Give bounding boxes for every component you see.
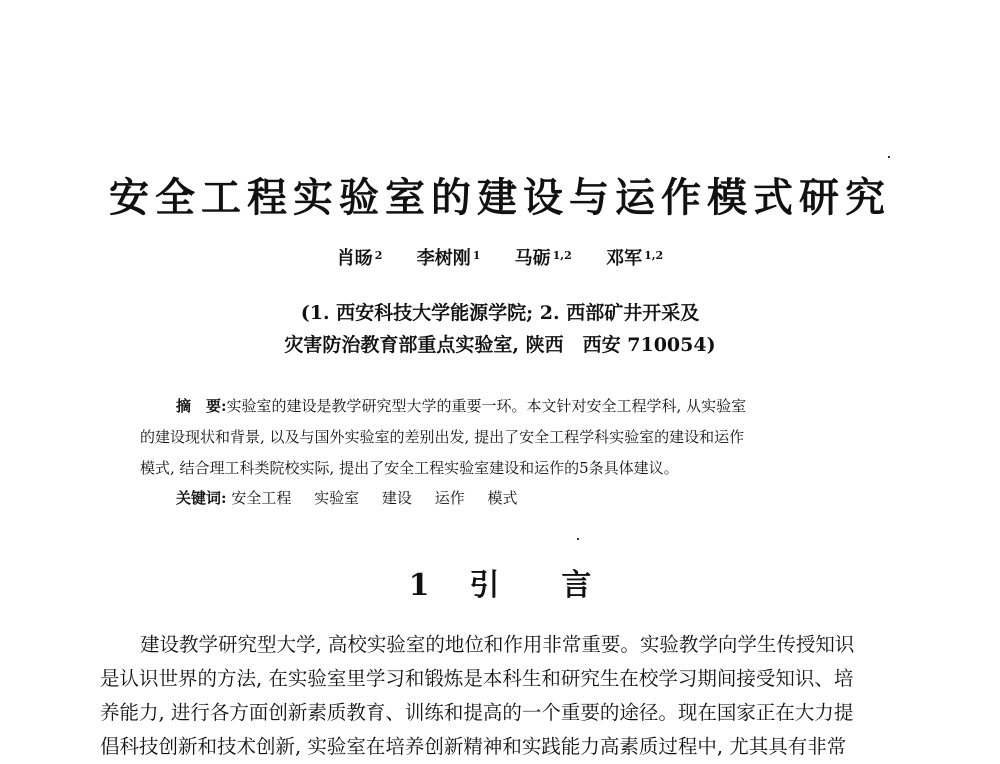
author-name: 李树刚	[416, 248, 471, 269]
author-list	[0, 246, 1000, 272]
body-paragraph-line: 养能力, 进行各方面创新素质教育、训练和提高的一个重要的途径。现在国家正在大力提	[100, 701, 854, 724]
keyword: 模式	[487, 489, 518, 507]
abstract-line-3: 模式, 结合理工科类院校实际, 提出了安全工程实验室建设和运作的5条具体建议。	[140, 459, 679, 477]
keywords	[176, 483, 876, 514]
keyword: 运作	[434, 489, 465, 507]
author	[515, 246, 572, 272]
author-name: 邓军	[606, 248, 643, 269]
section-heading	[0, 566, 1000, 606]
abstract-line-1	[140, 391, 870, 422]
keyword: 建设	[381, 489, 412, 507]
abstract-text: 实验室的建设是教学研究型大学的重要一环。本文针对安全工程学科, 从实验室	[226, 397, 747, 415]
keywords-label: 关键词:	[176, 489, 227, 507]
keyword: 安全工程	[231, 489, 292, 507]
abstract-line-2: 的建设现状和背景, 以及与国外实验室的差别出发, 提出了安全工程学科实验室的建设和运作	[140, 428, 745, 446]
author	[606, 246, 663, 272]
author-affiliation-mark: 2	[374, 249, 383, 262]
author	[337, 246, 383, 272]
section-number: 1	[408, 568, 430, 603]
affiliation-line-1: (1. 西安科技大学能源学院; 2. 西部矿井开采及	[300, 302, 700, 324]
author-affiliation-mark: 1,2	[644, 249, 664, 262]
section-title: 引言	[469, 568, 654, 603]
affiliation-line-2: 灾害防治教育部重点实验室, 陕西 西安 710054)	[284, 334, 716, 356]
abstract-label: 摘 要:	[176, 397, 227, 415]
scan-speck	[888, 156, 890, 158]
scan-speck	[577, 538, 579, 540]
body-paragraph-line: 是认识世界的方法, 在实验室里学习和锻炼是本科生和研究生在校学习期间接受知识、培	[100, 667, 854, 690]
body-paragraph-line: 建设教学研究型大学, 高校实验室的地位和作用非常重要。实验教学向学生传授知识	[140, 633, 855, 656]
author-name: 肖旸	[336, 248, 373, 269]
author-affiliation-mark: 1,2	[552, 249, 572, 262]
paper-title: 安全工程实验室的建设与运作模式研究	[109, 174, 891, 221]
author-name: 马砺	[514, 248, 551, 269]
keyword: 实验室	[314, 489, 360, 507]
body-paragraph-line: 倡科技创新和技术创新, 实验室在培养创新精神和实践能力高素质过程中, 尤其具有非常	[100, 735, 847, 758]
author-affiliation-mark: 1	[472, 249, 481, 262]
author	[417, 246, 481, 272]
